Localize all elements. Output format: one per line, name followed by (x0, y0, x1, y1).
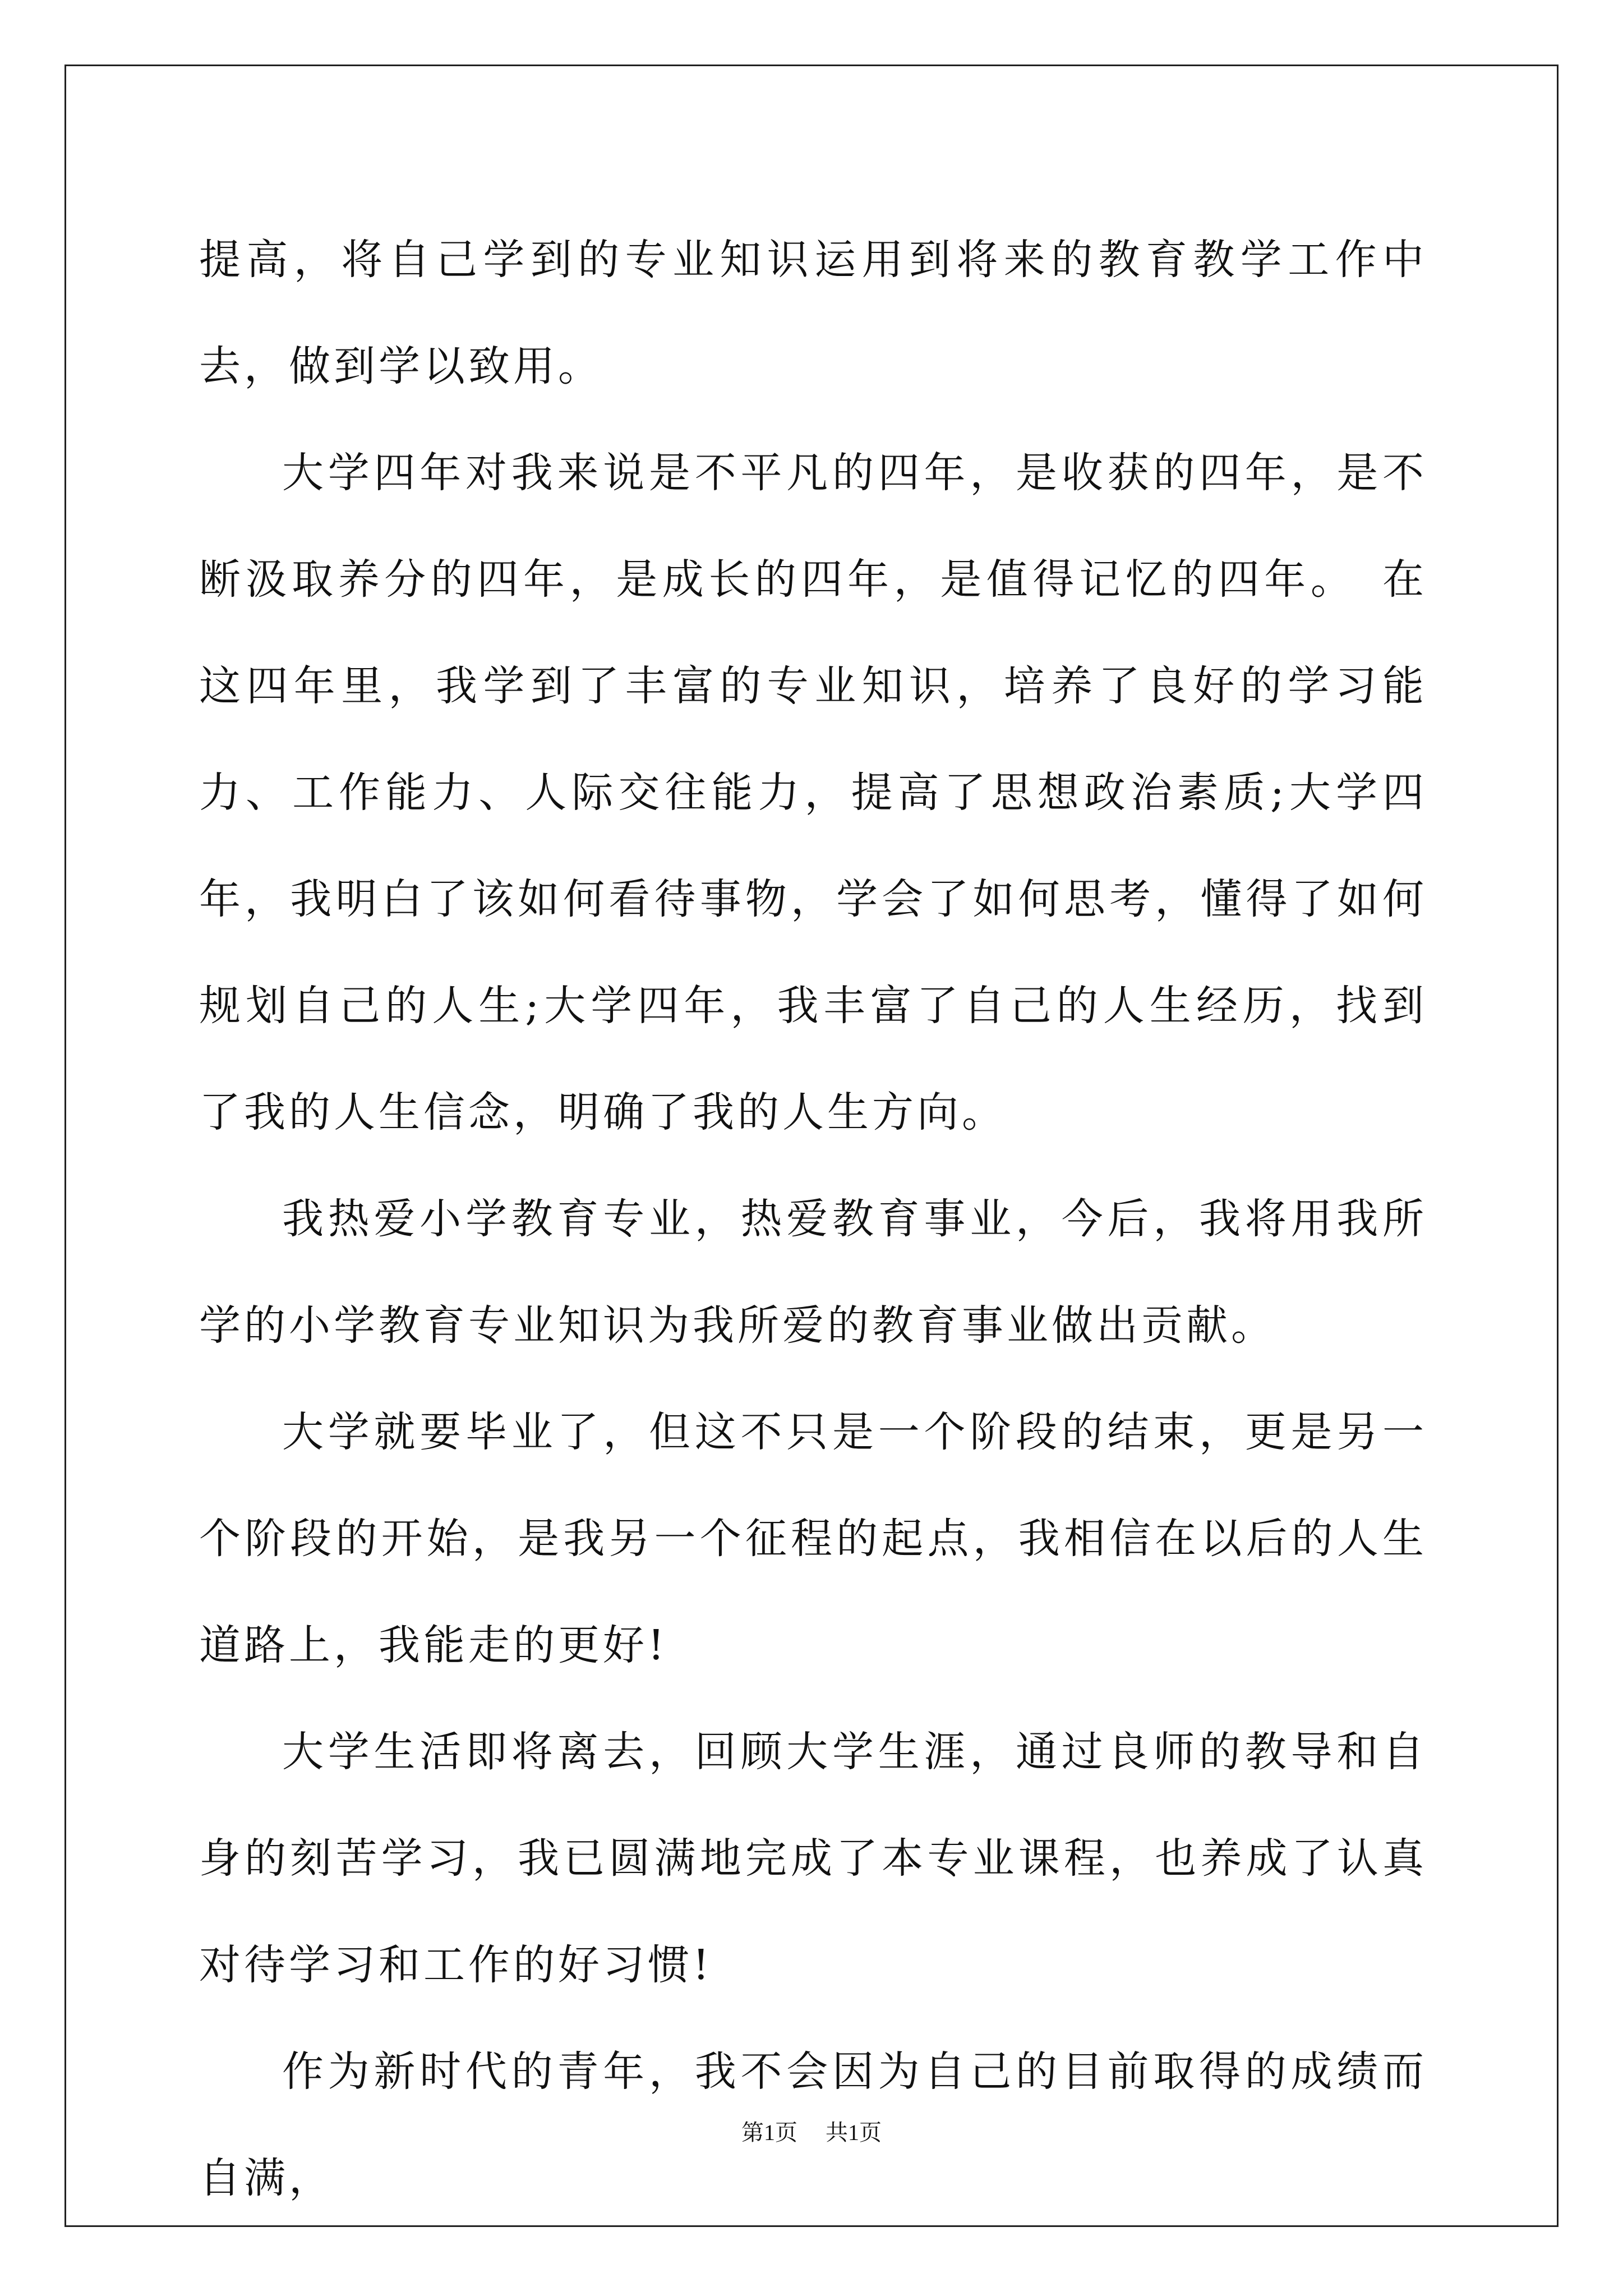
paragraph-3: 我热爱小学教育专业，热爱教育事业，今后，我将用我所学的小学教育专业知识为我所爱的教育事业做出贡献。 (199, 1195, 1427, 1350)
page-number-current: 第1页 (741, 2120, 797, 2145)
page-footer (0, 2115, 1623, 2147)
page-number-total: 共1页 (826, 2120, 882, 2145)
paragraph-6: 作为新时代的青年，我不会因为自己的目前取得的成绩而自满， (199, 2047, 1427, 2202)
paragraph-4: 大学就要毕业了，但这不只是一个阶段的结束，更是另一个阶段的开始，是我另一个征程的起点，我相信在以后的人生道路上，我能走的更好! (199, 1408, 1427, 1669)
document-body (199, 206, 1427, 2231)
paragraph-1: 提高，将自己学到的专业知识运用到将来的教育教学工作中去，做到学以致用。 (199, 236, 1427, 390)
paragraph-5: 大学生活即将离去，回顾大学生涯，通过良师的教导和自身的刻苦学习，我已圆满地完成了本专业课程，也养成了认真对待学习和工作的好习惯! (199, 1728, 1427, 1989)
paragraph-2: 大学四年对我来说是不平凡的四年，是收获的四年，是不断汲取养分的四年，是成长的四年，是值得记忆的四年。 在这四年里，我学到了丰富的专业知识，培养了良好的学习能力、工作能力、人际交往能力，提高了思想政治素质;大学四年，我明白了该如何看待事物，学会了如何思考，懂得了如何规划自己的人生;大学四年，我丰富了自己的人生经历，找到了我的人生信念，明确了我的人生方向。 (199, 449, 1427, 1137)
